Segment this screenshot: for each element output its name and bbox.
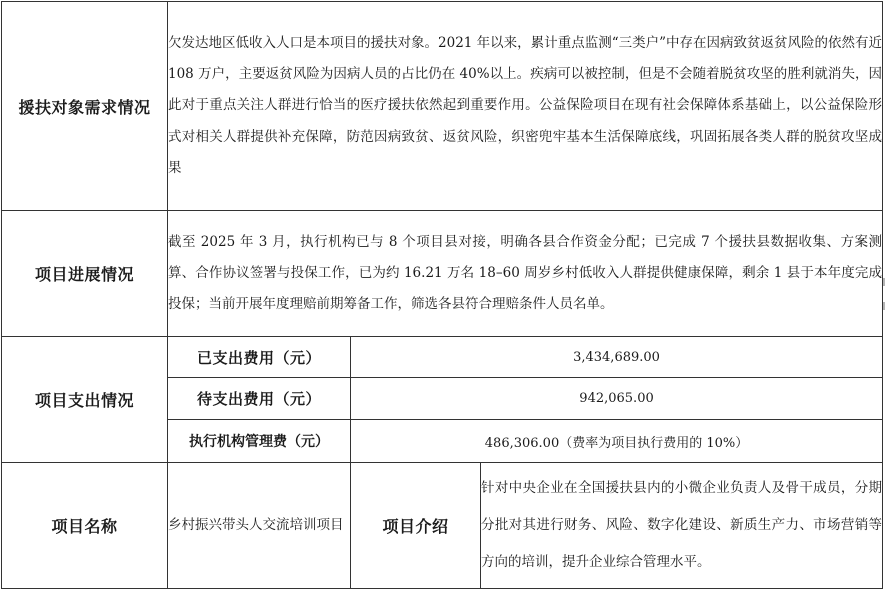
value-project-intro: 针对中央企业在全国援扶县内的小微企业负责人及骨干成员，分期分批对其进行财务、风险、数字化建设、新质生产力、市场营销等方向的培训，提升企业综合管理水平。 bbox=[481, 463, 883, 589]
value-pending: 942,065.00 bbox=[351, 378, 883, 420]
label-project-name: 项目名称 bbox=[2, 463, 168, 589]
label-target-needs: 援扶对象需求情况 bbox=[2, 2, 168, 211]
label-progress: 项目进展情况 bbox=[2, 211, 168, 337]
value-paid: 3,434,689.00 bbox=[351, 337, 883, 378]
label-fee: 执行机构管理费（元） bbox=[168, 420, 351, 463]
label-pending: 待支出费用（元） bbox=[168, 378, 351, 420]
row-expense-paid bbox=[2, 337, 883, 378]
row-target-needs bbox=[2, 2, 883, 211]
row-project bbox=[2, 463, 883, 589]
text-progress: 截至 2025 年 3 月，执行机构已与 8 个项目县对接，明确各县合作资金分配；已完成 7 个援扶县数据收集、方案测算、合作协议签署与投保工作，已为约 16.21 万名 18–60 周岁乡村低收入人群提供健康保障，剩余 1 县于本年度完成投保；当前开展年度理赔前期筹备工作，筛选各县符合理赔条件人员名单。 bbox=[168, 211, 883, 337]
text-target-needs: 欠发达地区低收入人口是本项目的援扶对象。2021 年以来，累计重点监测“三类户”中存在因病致贫返贫风险的依然有近 108 万户，主要返贫风险为因病人员的占比仍在 40%以上。疾病可以被控制，但是不会随着脱贫攻坚的胜利就消失，因此对于重点关注人群进行恰当的医疗援扶依然起到重要作用。公益保险项目在现有社会保障体系基础上，以公益保险形式对相关人群提供补充保障，防范因病致贫、返贫风险，织密兜牢基本生活保障底线，巩固拓展各类人群的脱贫攻坚成果 bbox=[168, 2, 883, 211]
label-project-intro: 项目介绍 bbox=[351, 463, 481, 589]
label-expense: 项目支出情况 bbox=[2, 337, 168, 463]
row-progress bbox=[2, 211, 883, 337]
label-paid: 已支出费用（元） bbox=[168, 337, 351, 378]
value-project-name: 乡村振兴带头人交流培训项目 bbox=[168, 463, 351, 589]
project-info-table bbox=[1, 1, 883, 589]
value-fee: 486,306.00（费率为项目执行费用的 10%） bbox=[351, 420, 883, 463]
